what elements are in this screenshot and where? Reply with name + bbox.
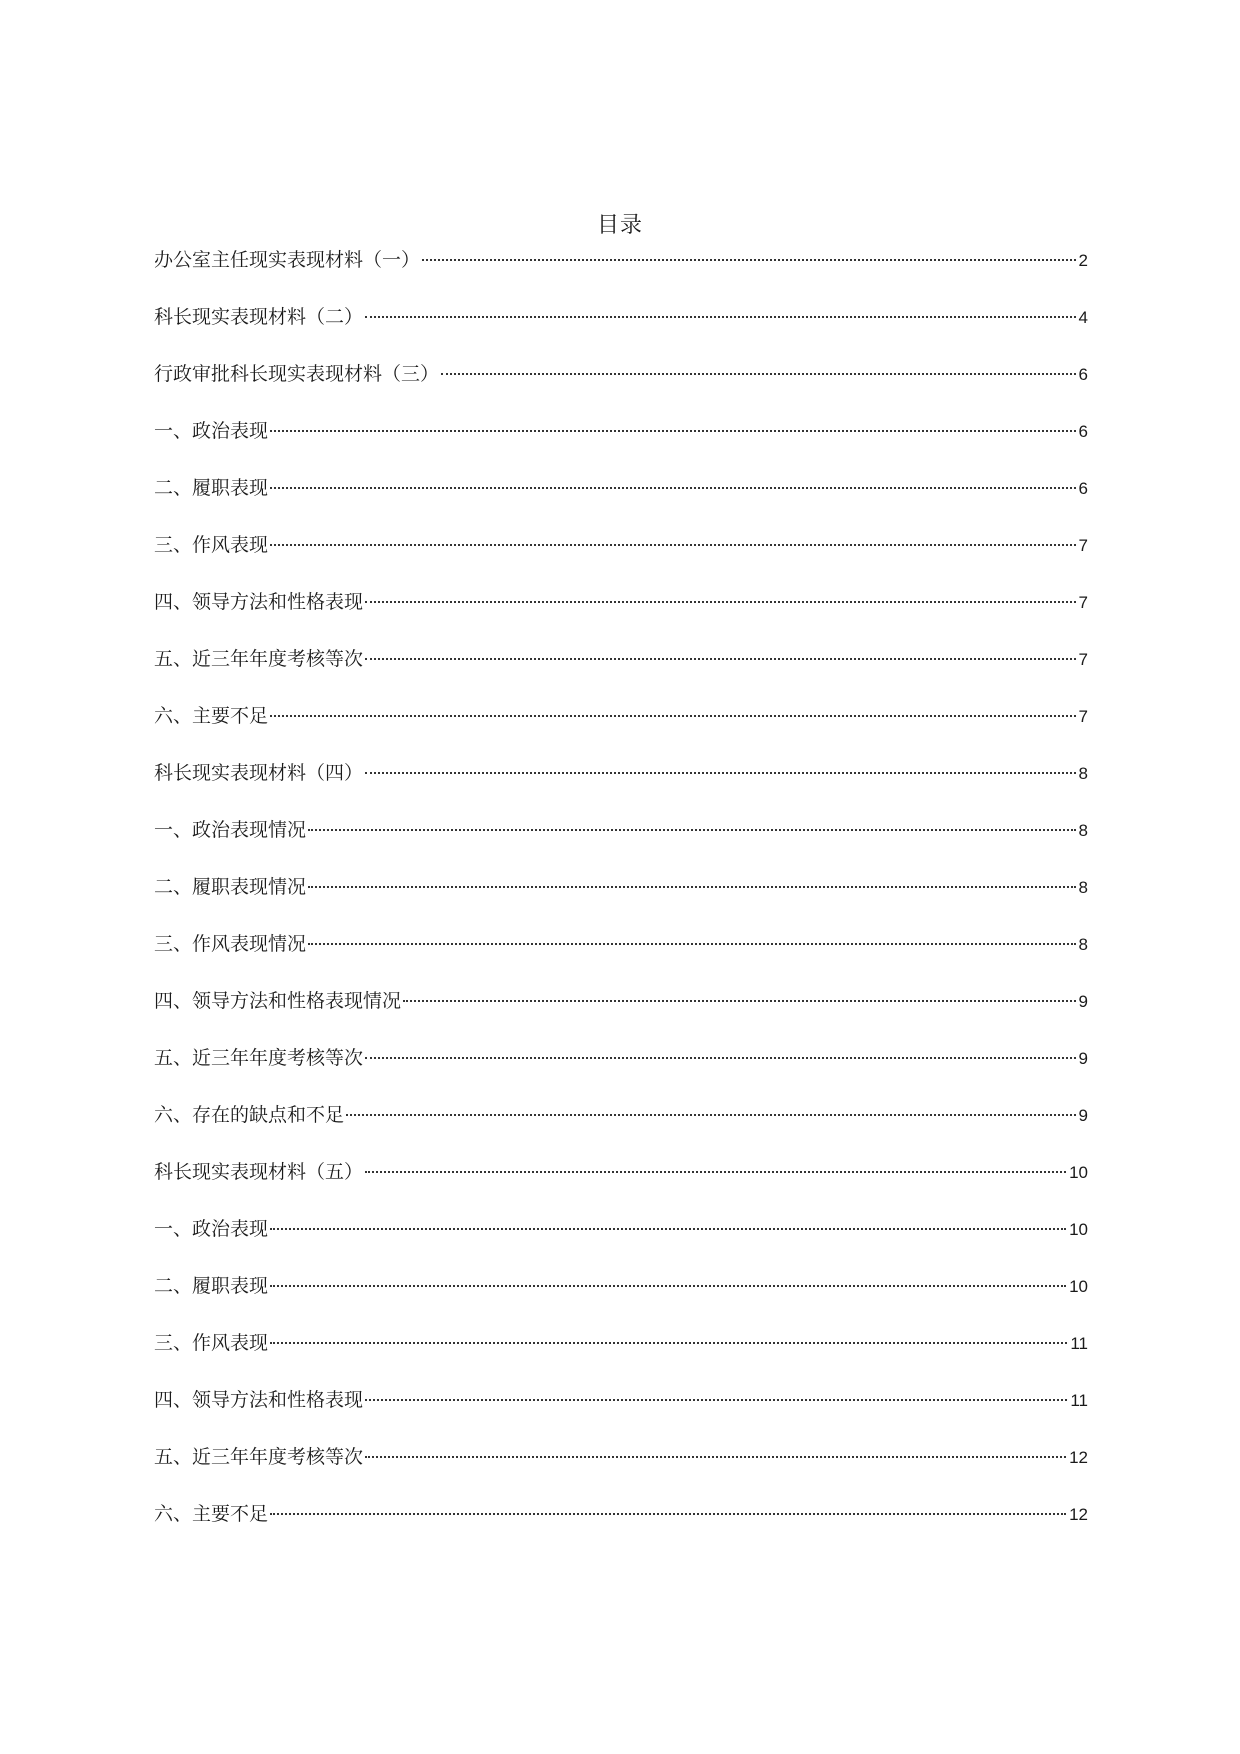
toc-entry-page-number: 12 [1069,1505,1088,1524]
toc-entry[interactable] [154,1445,1088,1502]
toc-entry[interactable] [154,647,1088,704]
toc-entry-page-number: 10 [1069,1277,1088,1296]
toc-entry-page-number: 7 [1078,536,1088,555]
toc-entry[interactable] [154,590,1088,647]
toc-entry-page-number: 9 [1078,1106,1088,1125]
toc-entry-label: 六、存在的缺点和不足 [154,1104,345,1126]
toc-entry[interactable] [154,1160,1088,1217]
toc-entry-label: 一、政治表现情况 [154,819,307,841]
toc-entry-label: 六、主要不足 [154,705,269,727]
toc-entry-label: 三、作风表现 [154,534,269,556]
toc-entry-page-number: 12 [1069,1448,1088,1467]
toc-entry[interactable] [154,1103,1088,1160]
table-of-contents [154,248,1088,1559]
dot-leader [270,1228,1066,1230]
toc-entry-label: 科长现实表现材料（四） [154,762,364,784]
toc-entry-label: 科长现实表现材料（二） [154,306,364,328]
toc-entry[interactable] [154,533,1088,590]
toc-entry-label: 四、领导方法和性格表现 [154,591,364,613]
toc-entry-label: 科长现实表现材料（五） [154,1161,364,1183]
toc-entry-page-number: 7 [1078,650,1088,669]
toc-entry-page-number: 7 [1078,593,1088,612]
toc-entry-page-number: 8 [1078,878,1088,897]
toc-entry-label: 五、近三年年度考核等次 [154,1047,364,1069]
toc-entry[interactable] [154,989,1088,1046]
toc-entry-label: 五、近三年年度考核等次 [154,1446,364,1468]
toc-entry[interactable] [154,818,1088,875]
dot-leader [365,658,1076,660]
dot-leader [365,601,1076,603]
dot-leader [308,886,1076,888]
toc-entry[interactable] [154,419,1088,476]
toc-entry-page-number: 10 [1069,1163,1088,1182]
toc-entry[interactable] [154,704,1088,761]
toc-entry[interactable] [154,476,1088,533]
toc-entry-page-number: 8 [1078,821,1088,840]
toc-entry-label: 办公室主任现实表现材料（一） [154,249,421,271]
toc-entry[interactable] [154,1046,1088,1103]
toc-entry[interactable] [154,875,1088,932]
dot-leader [365,772,1076,774]
toc-entry-page-number: 6 [1078,365,1088,384]
toc-entry-label: 一、政治表现 [154,1218,269,1240]
toc-entry-page-number: 6 [1078,479,1088,498]
toc-entry-label: 三、作风表现情况 [154,933,307,955]
toc-entry-page-number: 10 [1069,1220,1088,1239]
dot-leader [308,829,1076,831]
dot-leader [308,943,1076,945]
toc-entry-label: 一、政治表现 [154,420,269,442]
dot-leader [365,316,1076,318]
toc-entry-page-number: 2 [1078,251,1088,270]
dot-leader [365,1456,1066,1458]
toc-entry-label: 二、履职表现情况 [154,876,307,898]
dot-leader [270,1342,1067,1344]
toc-entry-page-number: 6 [1078,422,1088,441]
dot-leader [441,373,1076,375]
toc-entry-label: 三、作风表现 [154,1332,269,1354]
toc-entry-label: 四、领导方法和性格表现情况 [154,990,402,1012]
toc-entry-label: 五、近三年年度考核等次 [154,648,364,670]
toc-entry-page-number: 8 [1078,764,1088,783]
toc-entry[interactable] [154,1388,1088,1445]
toc-entry[interactable] [154,305,1088,362]
toc-entry[interactable] [154,932,1088,989]
toc-entry-label: 四、领导方法和性格表现 [154,1389,364,1411]
toc-entry-page-number: 8 [1078,935,1088,954]
dot-leader [346,1114,1076,1116]
toc-entry-page-number: 4 [1078,308,1088,327]
toc-entry-label: 二、履职表现 [154,477,269,499]
toc-entry-page-number: 11 [1070,1334,1088,1353]
dot-leader [422,259,1076,261]
toc-entry[interactable] [154,362,1088,419]
dot-leader [270,1285,1066,1287]
toc-entry-label: 六、主要不足 [154,1503,269,1525]
dot-leader [365,1171,1066,1173]
toc-entry-label: 行政审批科长现实表现材料（三） [154,363,440,385]
dot-leader [365,1057,1076,1059]
toc-entry[interactable] [154,1331,1088,1388]
toc-entry[interactable] [154,1274,1088,1331]
toc-title: 目录 [596,213,643,238]
toc-entry-label: 二、履职表现 [154,1275,269,1297]
toc-entry[interactable] [154,761,1088,818]
toc-entry-page-number: 7 [1078,707,1088,726]
dot-leader [270,715,1076,717]
toc-entry[interactable] [154,1217,1088,1274]
toc-entry-page-number: 11 [1070,1391,1088,1410]
toc-entry[interactable] [154,1502,1088,1559]
dot-leader [270,487,1076,489]
toc-entry-page-number: 9 [1078,1049,1088,1068]
dot-leader [270,430,1076,432]
toc-entry[interactable] [154,248,1088,305]
dot-leader [270,1513,1066,1515]
toc-entry-page-number: 9 [1078,992,1088,1011]
dot-leader [365,1399,1067,1401]
dot-leader [403,1000,1076,1002]
dot-leader [270,544,1076,546]
